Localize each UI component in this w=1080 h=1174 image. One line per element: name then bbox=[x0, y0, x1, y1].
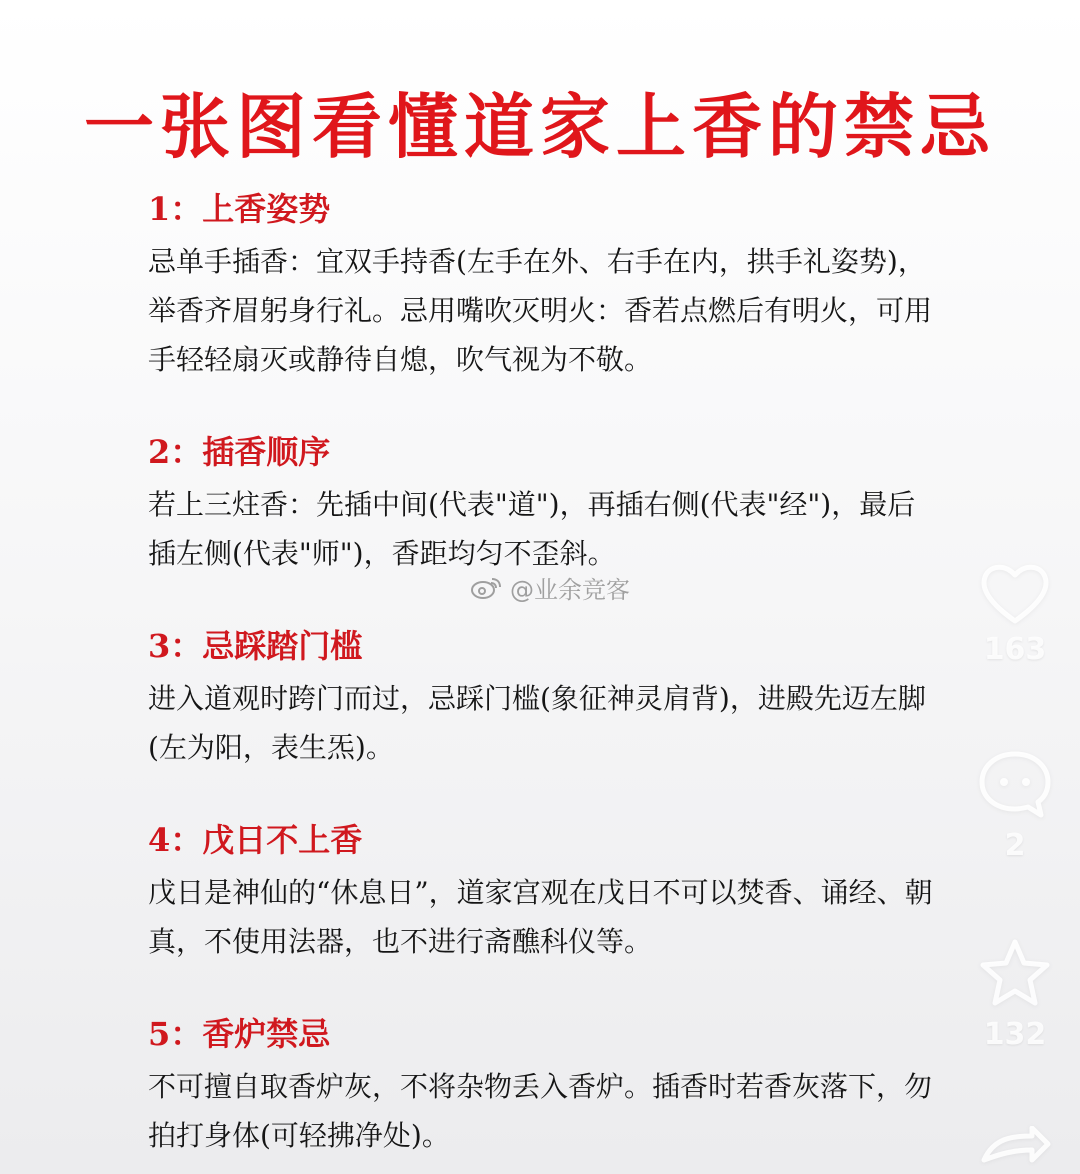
section-body: 戊日是神仙的“休息日”，道家宫观在戊日不可以焚香、诵经、朝真，不使用法器，也不进行斋醮科仪等。 bbox=[148, 876, 933, 958]
weibo-icon bbox=[470, 574, 504, 602]
favorite-count: 132 bbox=[983, 1017, 1047, 1052]
comment-group[interactable] bbox=[970, 748, 1060, 863]
section-1 bbox=[148, 185, 938, 384]
section-body: 不可擅自取香炉灰，不将杂物丢入香炉。插香时若香灰落下，勿拍打身体(可轻拂净处)。 bbox=[148, 1070, 933, 1152]
like-count: 163 bbox=[983, 632, 1047, 667]
share-icon[interactable] bbox=[970, 1126, 1060, 1174]
section-title: 4：戊日不上香 bbox=[148, 821, 363, 859]
section-2 bbox=[148, 428, 938, 578]
section-title: 5：香炉禁忌 bbox=[148, 1015, 331, 1053]
section-body: 进入道观时跨门而过，忌踩门槛(象征神灵肩背)，进殿先迈左脚(左为阳，表生炁)。 bbox=[148, 682, 926, 764]
section-3 bbox=[148, 622, 938, 772]
heart-icon[interactable] bbox=[970, 560, 1060, 626]
watermark bbox=[470, 570, 630, 605]
star-icon[interactable] bbox=[970, 935, 1060, 1011]
watermark-text: @业余竞客 bbox=[510, 576, 630, 604]
favorite-group[interactable] bbox=[970, 935, 1060, 1052]
section-body: 忌单手插香：宜双手持香(左手在外、右手在内，拱手礼姿势)，举香齐眉躬身行礼。忌用嘴吹灭明火：香若点燃后有明火，可用手轻轻扇灭或静待自熄，吹气视为不敬。 bbox=[148, 245, 933, 376]
section-title: 2：插香顺序 bbox=[148, 433, 331, 471]
section-4 bbox=[148, 816, 938, 966]
content-area bbox=[148, 185, 938, 1160]
section-title: 1：上香姿势 bbox=[148, 190, 331, 228]
comment-count: 2 bbox=[1004, 828, 1026, 863]
comment-icon[interactable] bbox=[970, 748, 1060, 822]
section-5 bbox=[148, 1010, 938, 1160]
section-body: 若上三炷香：先插中间(代表"道")，再插右侧(代表"经")，最后插左侧(代表"师")，香距均匀不歪斜。 bbox=[148, 488, 916, 570]
section-title: 3：忌踩踏门槛 bbox=[148, 627, 363, 665]
like-group[interactable] bbox=[970, 560, 1060, 667]
share-group[interactable] bbox=[970, 1126, 1060, 1174]
page-title: 一张图看懂道家上香的禁忌 bbox=[84, 85, 996, 168]
